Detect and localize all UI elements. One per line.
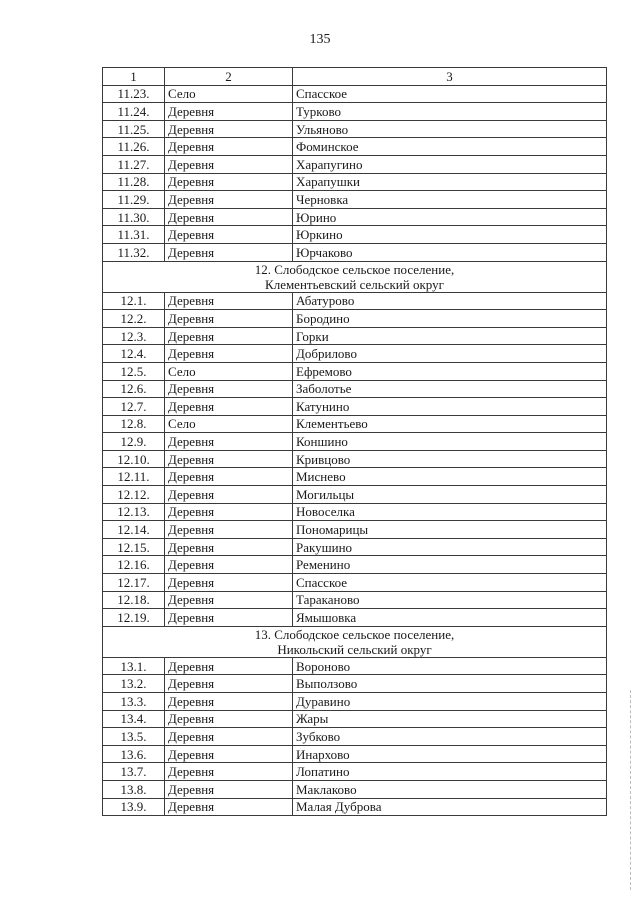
table-row [103,556,607,574]
settlement-name: Бородино [293,310,607,328]
settlement-name: Абатурово [293,292,607,310]
row-number: 11.26. [103,138,165,156]
table-row [103,521,607,539]
settlement-name: Ефремово [293,362,607,380]
table-row [103,798,607,816]
section-title [103,626,607,657]
table-row [103,362,607,380]
row-number: 13.6. [103,745,165,763]
settlement-name: Катунино [293,398,607,416]
table-row [103,675,607,693]
table-row [103,191,607,209]
row-number: 11.31. [103,226,165,244]
header-col-3: 3 [293,68,607,86]
settlement-name: Харапугино [293,155,607,173]
settlement-name: Маклаково [293,780,607,798]
settlement-type: Деревня [165,503,293,521]
settlement-type: Село [165,362,293,380]
settlement-type: Деревня [165,226,293,244]
settlement-name: Ременино [293,556,607,574]
settlement-name: Ульяново [293,120,607,138]
settlement-type: Деревня [165,486,293,504]
row-number: 13.9. [103,798,165,816]
settlement-name: Малая Дуброва [293,798,607,816]
table-row [103,574,607,592]
settlement-type: Деревня [165,574,293,592]
row-number: 12.18. [103,591,165,609]
table-row [103,208,607,226]
row-number: 11.23. [103,85,165,103]
settlement-type: Деревня [165,120,293,138]
settlement-type: Деревня [165,710,293,728]
settlement-name: Юркино [293,226,607,244]
settlement-type: Деревня [165,327,293,345]
table-row [103,85,607,103]
settlement-type: Деревня [165,693,293,711]
row-number: 12.13. [103,503,165,521]
settlement-type: Деревня [165,138,293,156]
settlement-type: Деревня [165,521,293,539]
table-row [103,310,607,328]
settlement-name: Черновка [293,191,607,209]
table-header-row [103,68,607,86]
section-header-row [103,261,607,292]
page-number: 135 [309,32,331,47]
settlement-type: Деревня [165,763,293,781]
row-number: 11.32. [103,243,165,261]
section-title-line-2: Клементьевский сельский округ [265,276,444,292]
settlement-name: Заболотье [293,380,607,398]
table-row [103,103,607,121]
row-number: 12.2. [103,310,165,328]
row-number: 13.4. [103,710,165,728]
settlement-type: Деревня [165,191,293,209]
row-number: 12.9. [103,433,165,451]
table-row [103,693,607,711]
settlement-type: Деревня [165,798,293,816]
table-row [103,468,607,486]
table-row [103,415,607,433]
table-row [103,380,607,398]
row-number: 12.19. [103,609,165,627]
row-number: 13.7. [103,763,165,781]
header-col-1: 1 [103,68,165,86]
row-number: 12.8. [103,415,165,433]
settlement-name: Турково [293,103,607,121]
settlement-type: Деревня [165,745,293,763]
settlement-type: Деревня [165,243,293,261]
settlement-type: Деревня [165,208,293,226]
row-number: 11.24. [103,103,165,121]
settlement-name: Дуравино [293,693,607,711]
row-number: 13.3. [103,693,165,711]
section-title [103,261,607,292]
settlement-name: Миснево [293,468,607,486]
row-number: 11.28. [103,173,165,191]
settlement-name: Выползово [293,675,607,693]
header-col-2: 2 [165,68,293,86]
section-title-line-1: 12. Слободское сельское поселение, [254,261,455,277]
settlement-type: Деревня [165,591,293,609]
row-number: 11.29. [103,191,165,209]
row-number: 13.5. [103,728,165,746]
settlement-name: Юрчаково [293,243,607,261]
row-number: 12.5. [103,362,165,380]
settlement-name: Новоселка [293,503,607,521]
row-number: 11.30. [103,208,165,226]
table-row [103,226,607,244]
row-number: 12.15. [103,538,165,556]
row-number: 12.1. [103,292,165,310]
row-number: 12.3. [103,327,165,345]
table-row [103,591,607,609]
settlement-name: Фоминское [293,138,607,156]
section-header-row [103,626,607,657]
settlement-name: Могильцы [293,486,607,504]
settlement-name: Тараканово [293,591,607,609]
settlement-name: Коншино [293,433,607,451]
settlement-type: Деревня [165,155,293,173]
table-row [103,173,607,191]
scan-edge-mark [630,690,632,890]
row-number: 13.1. [103,657,165,675]
table-row [103,503,607,521]
settlement-type: Деревня [165,380,293,398]
settlement-type: Деревня [165,780,293,798]
settlement-name: Кривцово [293,450,607,468]
table-row [103,728,607,746]
row-number: 11.25. [103,120,165,138]
settlement-name: Ракушино [293,538,607,556]
table-row [103,538,607,556]
settlement-type: Деревня [165,398,293,416]
table-row [103,710,607,728]
settlement-name: Вороново [293,657,607,675]
section-title-line-1: 13. Слободское сельское поселение, [254,626,455,642]
row-number: 13.2. [103,675,165,693]
row-number: 12.16. [103,556,165,574]
settlement-name: Горки [293,327,607,345]
table-row [103,120,607,138]
row-number: 13.8. [103,780,165,798]
settlement-name: Добрилово [293,345,607,363]
row-number: 12.6. [103,380,165,398]
table-row [103,327,607,345]
row-number: 11.27. [103,155,165,173]
settlement-name: Спасское [293,85,607,103]
table-row [103,138,607,156]
settlement-name: Инархово [293,745,607,763]
table-row [103,433,607,451]
settlement-name: Жары [293,710,607,728]
settlement-type: Деревня [165,728,293,746]
settlement-type: Деревня [165,345,293,363]
settlements-table [102,67,607,816]
table-row [103,450,607,468]
section-title-line-2: Никольский сельский округ [277,641,432,657]
table-row [103,780,607,798]
settlement-name: Ямышовка [293,609,607,627]
settlement-type: Деревня [165,450,293,468]
row-number: 12.10. [103,450,165,468]
settlement-type: Деревня [165,556,293,574]
settlement-type: Деревня [165,292,293,310]
table-row [103,486,607,504]
settlement-type: Деревня [165,173,293,191]
row-number: 12.4. [103,345,165,363]
table-row [103,657,607,675]
settlement-type: Деревня [165,433,293,451]
row-number: 12.14. [103,521,165,539]
settlement-type: Деревня [165,675,293,693]
settlement-name: Клементьево [293,415,607,433]
row-number: 12.11. [103,468,165,486]
settlement-name: Лопатино [293,763,607,781]
table-row [103,155,607,173]
row-number: 12.7. [103,398,165,416]
settlement-name: Спасское [293,574,607,592]
settlement-type: Деревня [165,103,293,121]
table-row [103,763,607,781]
settlement-type: Село [165,85,293,103]
settlement-name: Харапушки [293,173,607,191]
table-row [103,292,607,310]
settlement-name: Пономарицы [293,521,607,539]
table-row [103,243,607,261]
settlement-type: Село [165,415,293,433]
table-row [103,745,607,763]
settlement-name: Юрино [293,208,607,226]
settlement-type: Деревня [165,468,293,486]
settlements-table-body [103,68,607,816]
table-row [103,398,607,416]
settlement-type: Деревня [165,538,293,556]
settlement-type: Деревня [165,657,293,675]
table-row [103,345,607,363]
table-row [103,609,607,627]
settlement-type: Деревня [165,609,293,627]
row-number: 12.17. [103,574,165,592]
row-number: 12.12. [103,486,165,504]
settlement-name: Зубково [293,728,607,746]
settlement-type: Деревня [165,310,293,328]
